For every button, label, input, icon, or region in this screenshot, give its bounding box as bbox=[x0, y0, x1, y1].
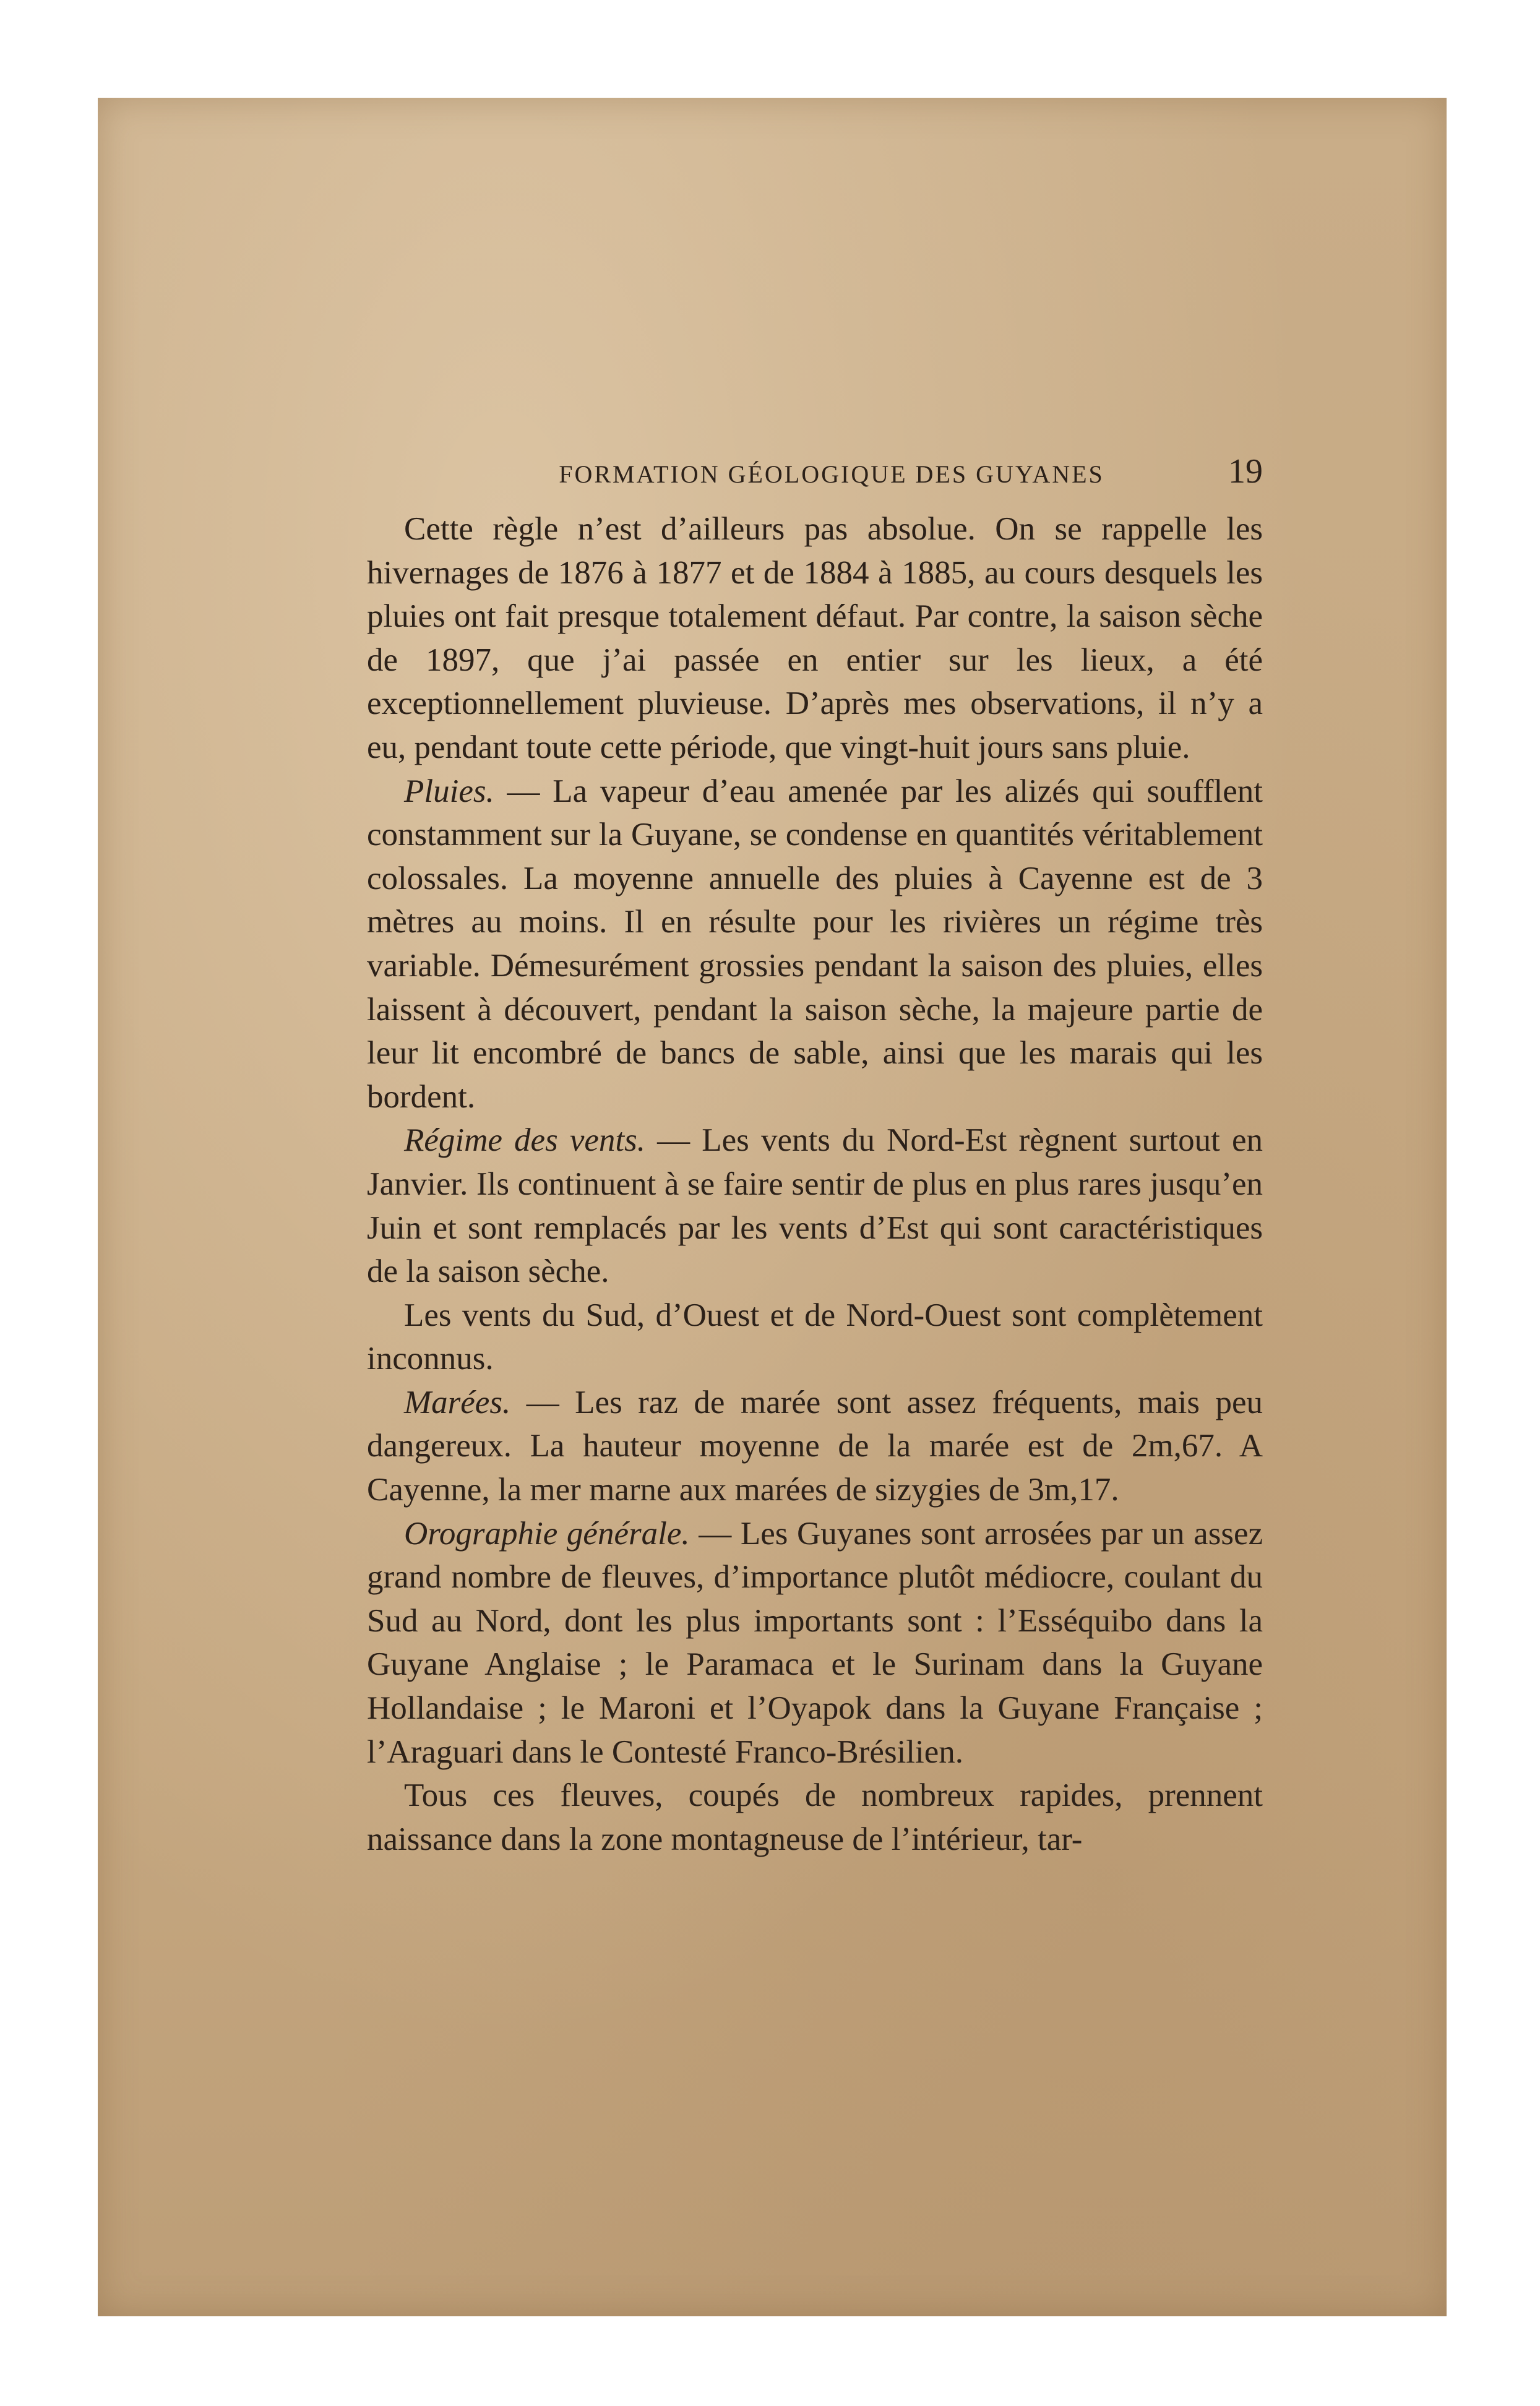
paragraph-text: — La vapeur d’eau amenée par les alizés qui soufflent constamment sur la Guyane, se condense en quantités véritablement colossales. La moyenne annuelle des pluies à Cayenne est de 3 mètres au moins. Il en résulte pour les rivières un régime très variable. Démesurément grossies pendant la saison des pluies, elles laissent à découvert, pendant la saison sèche, la majeure partie de leur lit encombré de bancs de sable, ainsi que les marais qui les bordent. bbox=[367, 773, 1263, 1115]
page-header bbox=[367, 452, 1263, 507]
paragraph-regime-des-vents bbox=[367, 1119, 1263, 1293]
paragraph-lead: Régime des vents. bbox=[404, 1122, 645, 1159]
paragraph-text: Tous ces fleuves, coupés de nombreux rapides, prennent naissance dans la zone montagneuse de l’intérieur, tar- bbox=[367, 1777, 1263, 1857]
page-text bbox=[367, 452, 1263, 1861]
running-title: FORMATION GÉOLOGIQUE DES GUYANES bbox=[559, 460, 1104, 488]
paragraph-text: Cette règle n’est d’ailleurs pas absolue. On se rappelle les hivernages de 1876 à 1877 et de 1884 à 1885, au cours desquels les pluies ont fait presque totalement défaut. Par contre, la saison sèche de 1897, que j’ai passée en entier sur les lieux, a été exceptionnellement pluvieuse. D’après mes observations, il n’y a eu, pendant toute cette période, que vingt-huit jours sans pluie. bbox=[367, 511, 1263, 765]
paragraph-text: Les vents du Sud, d’Ouest et de Nord-Ouest sont complètement inconnus. bbox=[367, 1297, 1263, 1377]
paragraph-lead: Marées. bbox=[404, 1384, 511, 1420]
paragraph-lead: Pluies. bbox=[404, 773, 494, 809]
page-number: 19 bbox=[1228, 452, 1263, 491]
paragraph-saison-seche bbox=[367, 507, 1263, 770]
paragraph-fleuves bbox=[367, 1774, 1263, 1861]
paragraph-orographie bbox=[367, 1512, 1263, 1774]
paragraph-pluies bbox=[367, 770, 1263, 1119]
paragraph-text: — Les raz de marée sont assez fréquents, mais peu dangereux. La hauteur moyenne de la marée est de 2m,67. A Cayenne, la mer marne aux marées de sizygies de 3m,17. bbox=[367, 1384, 1263, 1508]
book-page bbox=[98, 98, 1447, 2316]
paragraph-text: — Les Guyanes sont arrosées par un assez grand nombre de fleuves, d’importance plutôt médiocre, coulant du Sud au Nord, dont les plus importants sont : l’Esséquibo dans la Guyane Anglaise ; le Paramaca et le Surinam dans la Guyane Hollandaise ; le Maroni et l’Oyapok dans la Guyane Française ; l’Araguari dans le Contesté Franco-Brésilien. bbox=[367, 1515, 1263, 1770]
paragraph-lead: Orographie générale. bbox=[404, 1515, 690, 1552]
paragraph-marees bbox=[367, 1381, 1263, 1512]
paragraph-text: — Les vents du Nord-Est règnent surtout en Janvier. Ils continuent à se faire sentir de plus en plus rares jusqu’en Juin et sont remplacés par les vents d’Est qui sont caractéristiques de la saison sèche. bbox=[367, 1122, 1263, 1290]
paragraph-vents-inconnus bbox=[367, 1294, 1263, 1381]
